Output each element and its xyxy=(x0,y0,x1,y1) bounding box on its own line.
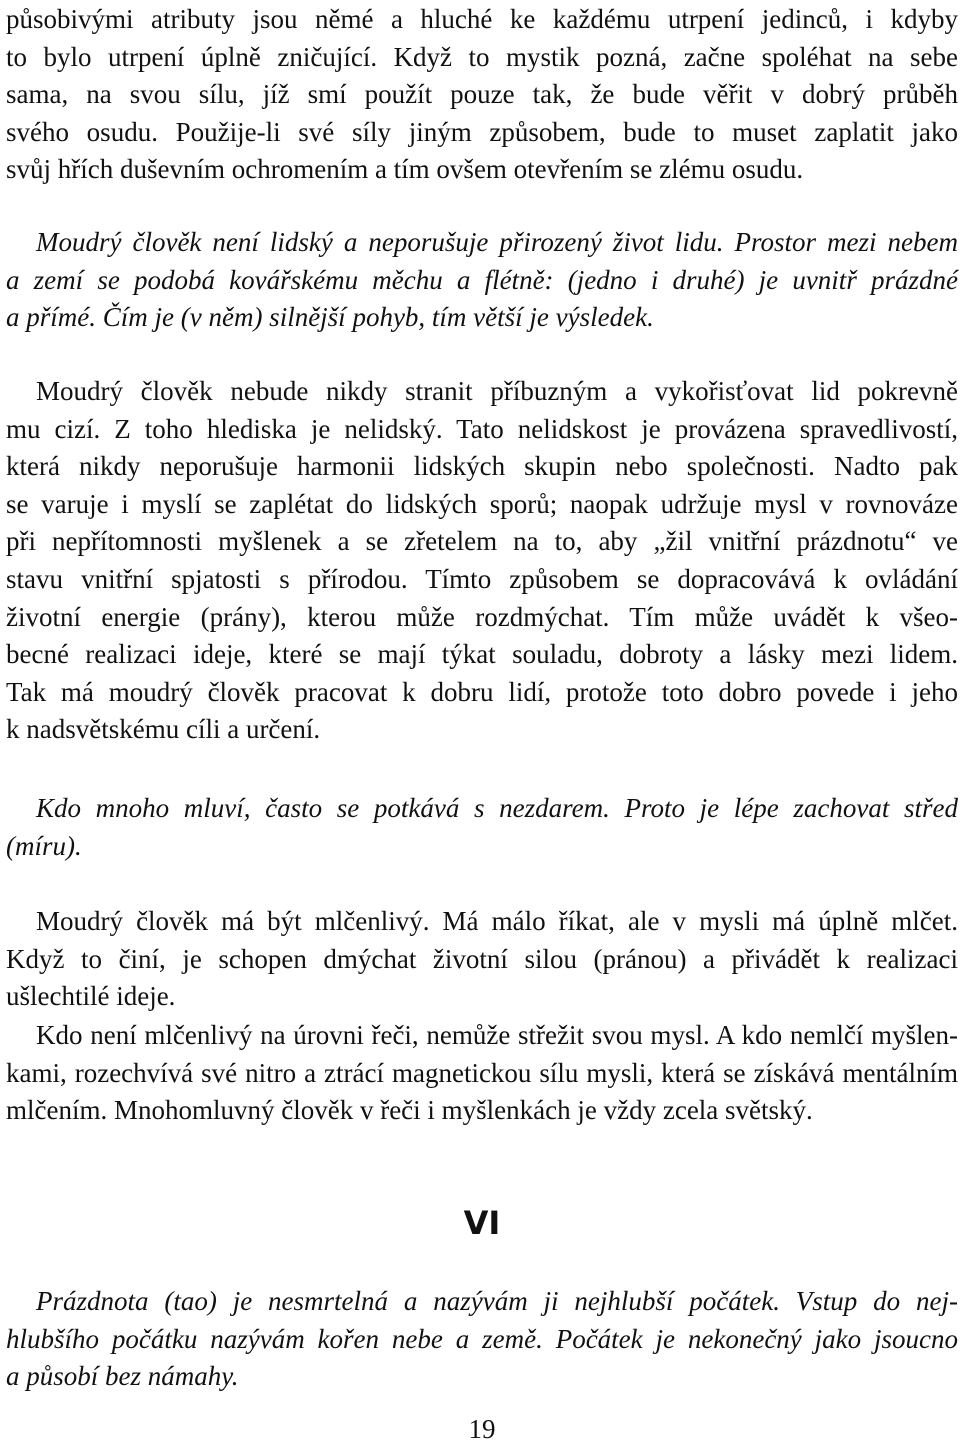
text-line: mu cizí. Z toho hlediska je nelidský. Tato nelidskost je provázena spravedlivostí, xyxy=(6,413,958,444)
paragraph-1 xyxy=(6,1,958,189)
text-line: a působí bez námahy. xyxy=(6,1361,239,1392)
text-line: Moudrý člověk má být mlčenlivý. Má málo říkat, ale v mysli má úplně mlčet. xyxy=(36,906,958,936)
text-line: becné realizaci ideje, které se mají týkat souladu, dobroty a lásky mezi lidem. xyxy=(6,639,958,670)
text-line: mlčením. Mnohomluvný člověk v řeči i myšlenkách je vždy zcela světský. xyxy=(6,1095,813,1126)
text-line: Kdo není mlčenlivý na úrovni řeči, nemůže střežit svou mysl. A kdo nemlčí myšlen- xyxy=(36,1020,958,1050)
paragraph-7-italic xyxy=(6,1283,958,1396)
text-line: působivými atributy jsou němé a hluché ke každému utrpení jedinců, i kdyby xyxy=(6,4,958,34)
text-line: Moudrý člověk nebude nikdy stranit příbuzným a vykořisťovat lid pokrevně xyxy=(36,376,958,406)
text-line: hlubšího počátku nazývám kořen nebe a země. Počátek je nekonečný jako jsoucno xyxy=(6,1323,958,1354)
text-line: která nikdy neporušuje harmonii lidských skupin nebo společnosti. Nadto pak xyxy=(6,451,958,482)
text-line: ušlechtilé ideje. xyxy=(6,981,176,1012)
text-line: Když to činí, je schopen dmýchat životní silou (pránou) a přivádět k realizaci xyxy=(6,943,958,974)
text-line: Prázdnota (tao) je nesmrtelná a nazývám ji nejhlubší počátek. Vstup do nej- xyxy=(36,1286,958,1316)
text-line: životní energie (prány), kterou může rozdmýchat. Tím může uvádět k všeo- xyxy=(6,601,958,632)
paragraph-3 xyxy=(6,373,958,749)
text-line: Moudrý člověk není lidský a neporušuje přirozený život lidu. Prostor mezi nebem xyxy=(36,227,958,257)
paragraph-5 xyxy=(6,903,958,1016)
text-line: (míru). xyxy=(6,830,82,861)
text-line: Tak má moudrý člověk pracovat k dobru lidí, protože toto dobro povede i jeho xyxy=(6,676,958,707)
text-line: kami, rozechvívá své nitro a ztrácí magnetickou sílu mysli, která se získává mentálním xyxy=(6,1057,958,1088)
text-line: se varuje i myslí se zaplétat do lidských sporů; naopak udržuje mysl v rovnováze xyxy=(6,488,958,519)
text-line: k nadsvětskému cíli a určení. xyxy=(6,714,321,745)
text-line: sama, na svou sílu, jíž smí použít pouze tak, že bude věřit v dobrý průběh xyxy=(6,79,958,110)
text-line: při nepřítomnosti myšlenek a se zřetelem na to, aby „žil vnitřní prázdnotu“ ve xyxy=(6,526,958,557)
text-line: a přímé. Čím je (v něm) silnější pohyb, tím větší je výsledek. xyxy=(6,302,654,333)
paragraph-2-italic xyxy=(6,224,958,337)
chapter-heading: VI xyxy=(463,1204,501,1242)
book-page xyxy=(6,0,958,1445)
text-line: svého osudu. Použije-li své síly jiným způsobem, bude to muset zaplatit jako xyxy=(6,116,958,147)
text-line: to bylo utrpení úplně zničující. Když to mystik pozná, začne spoléhat na sebe xyxy=(6,41,958,72)
text-line: a zemí se podobá kovářskému měchu a flétně: (jedno i druhé) je uvnitř prázdné xyxy=(6,264,958,295)
text-line: svůj hřích duševním ochromením a tím ovšem otevřením se zlému osudu. xyxy=(6,154,804,185)
paragraph-4-italic xyxy=(6,790,958,865)
paragraph-6 xyxy=(6,1017,958,1130)
page-number: 19 xyxy=(468,1414,496,1444)
text-line: Kdo mnoho mluví, často se potkává s nezdarem. Proto je lépe zachovat střed xyxy=(36,793,958,823)
text-line: stavu vnitřní spjatosti s přírodou. Tímto způsobem se dopracovává k ovládání xyxy=(6,563,958,594)
